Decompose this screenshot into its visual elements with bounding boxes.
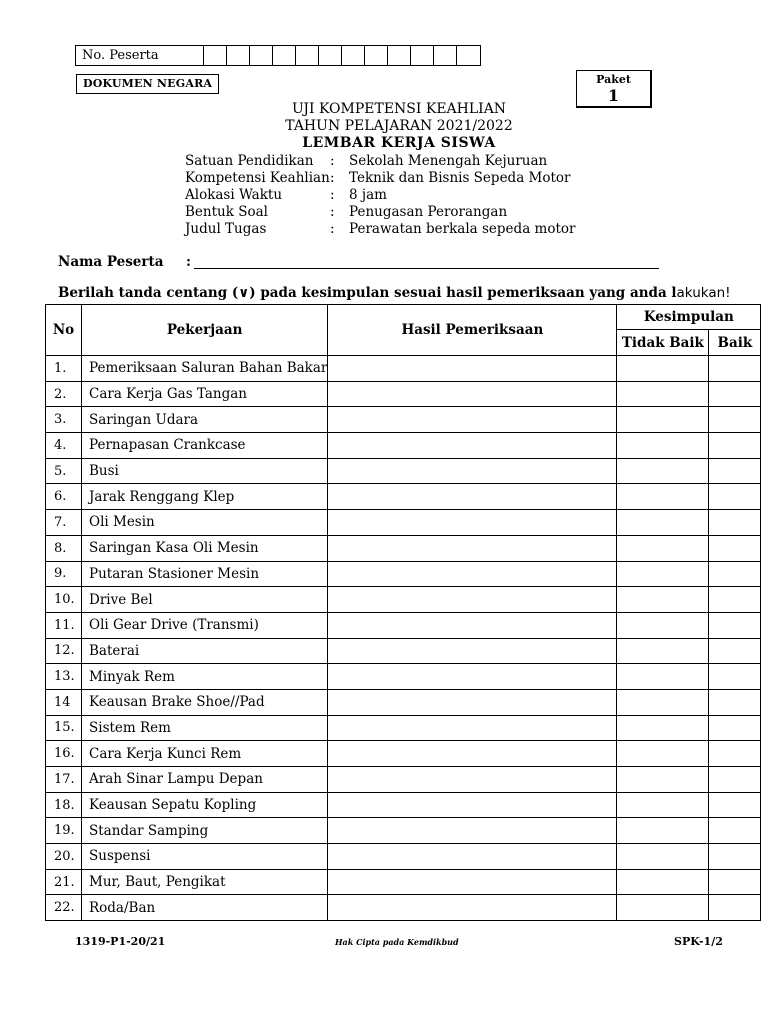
no-peserta-cell[interactable] — [296, 46, 319, 65]
info-value: Sekolah Menengah Kejuruan — [349, 153, 548, 169]
table-row — [46, 561, 761, 587]
row-baik-check[interactable] — [709, 561, 761, 587]
header-kesimpulan: Kesimpulan — [617, 305, 761, 330]
row-pekerjaan: Mur, Baut, Pengikat — [82, 869, 328, 895]
table-row — [46, 818, 761, 844]
table-row — [46, 433, 761, 459]
row-number: 17. — [46, 767, 82, 793]
row-baik-check[interactable] — [709, 458, 761, 484]
row-tidak-baik-check[interactable] — [617, 356, 709, 382]
table-row — [46, 767, 761, 793]
info-key: Judul Tugas — [185, 221, 267, 237]
row-pekerjaan: Pemeriksaan Saluran Bahan Bakar — [82, 356, 328, 382]
row-pekerjaan: Oli Gear Drive (Transmi) — [82, 612, 328, 638]
row-hasil-input[interactable] — [328, 561, 617, 587]
nama-peserta-line[interactable] — [194, 268, 659, 269]
row-number: 13. — [46, 664, 82, 690]
nama-peserta-label: Nama Peserta — [58, 254, 164, 270]
nama-peserta-colon: : — [186, 254, 191, 270]
footer-copyright: Hak Cipta pada Kemdikbud — [335, 937, 459, 947]
footer-page: SPK-1/2 — [674, 935, 723, 948]
row-pekerjaan: Arah Sinar Lampu Depan — [82, 767, 328, 793]
row-tidak-baik-check[interactable] — [617, 818, 709, 844]
row-number: 5. — [46, 458, 82, 484]
row-number: 14 — [46, 689, 82, 715]
row-baik-check[interactable] — [709, 356, 761, 382]
no-peserta-cell[interactable] — [204, 46, 227, 65]
row-hasil-input[interactable] — [328, 407, 617, 433]
table-row — [46, 844, 761, 870]
row-number: 19. — [46, 818, 82, 844]
row-number: 8. — [46, 535, 82, 561]
row-pekerjaan: Sistem Rem — [82, 715, 328, 741]
info-value: Penugasan Perorangan — [349, 204, 508, 220]
table-row — [46, 895, 761, 921]
no-peserta-box — [75, 45, 481, 66]
row-baik-check[interactable] — [709, 407, 761, 433]
row-tidak-baik-check[interactable] — [617, 484, 709, 510]
row-pekerjaan: Suspensi — [82, 844, 328, 870]
no-peserta-cell[interactable] — [457, 46, 480, 65]
dokumen-negara-label: DOKUMEN NEGARA — [76, 74, 219, 94]
info-key: Bentuk Soal — [185, 204, 268, 220]
table-row — [46, 638, 761, 664]
row-pekerjaan: Cara Kerja Gas Tangan — [82, 381, 328, 407]
row-baik-check[interactable] — [709, 510, 761, 536]
no-peserta-cell[interactable] — [342, 46, 365, 65]
info-colon: : — [330, 153, 335, 169]
row-tidak-baik-check[interactable] — [617, 612, 709, 638]
table-row — [46, 612, 761, 638]
row-pekerjaan: Keausan Sepatu Kopling — [82, 792, 328, 818]
row-baik-check[interactable] — [709, 612, 761, 638]
header-tidak-baik: Tidak Baik — [617, 330, 709, 356]
no-peserta-cell[interactable] — [388, 46, 411, 65]
instruction-tail: akukan! — [676, 285, 731, 301]
title-line-2: TAHUN PELAJARAN 2021/2022 — [285, 118, 513, 134]
row-number: 16. — [46, 741, 82, 767]
row-tidak-baik-check[interactable] — [617, 715, 709, 741]
row-hasil-input[interactable] — [328, 741, 617, 767]
row-number: 4. — [46, 433, 82, 459]
row-pekerjaan: Roda/Ban — [82, 895, 328, 921]
no-peserta-cell[interactable] — [227, 46, 250, 65]
row-baik-check[interactable] — [709, 715, 761, 741]
info-value: Teknik dan Bisnis Sepeda Motor — [349, 170, 571, 186]
row-hasil-input[interactable] — [328, 484, 617, 510]
paket-number: 1 — [607, 86, 620, 105]
row-hasil-input[interactable] — [328, 510, 617, 536]
row-hasil-input[interactable] — [328, 792, 617, 818]
info-key: Kompetensi Keahlian — [185, 170, 330, 186]
row-hasil-input[interactable] — [328, 895, 617, 921]
row-baik-check[interactable] — [709, 381, 761, 407]
title-line-1: UJI KOMPETENSI KEAHLIAN — [291, 101, 507, 117]
row-baik-check[interactable] — [709, 587, 761, 613]
row-baik-check[interactable] — [709, 741, 761, 767]
row-tidak-baik-check[interactable] — [617, 741, 709, 767]
row-pekerjaan: Minyak Rem — [82, 664, 328, 690]
row-tidak-baik-check[interactable] — [617, 689, 709, 715]
table-row — [46, 535, 761, 561]
row-tidak-baik-check[interactable] — [617, 895, 709, 921]
row-pekerjaan: Baterai — [82, 638, 328, 664]
row-hasil-input[interactable] — [328, 869, 617, 895]
info-colon: : — [330, 221, 335, 237]
info-value: 8 jam — [349, 187, 387, 203]
row-baik-check[interactable] — [709, 638, 761, 664]
row-pekerjaan: Saringan Kasa Oli Mesin — [82, 535, 328, 561]
paket-label: Paket — [596, 73, 631, 86]
table-row — [46, 458, 761, 484]
row-number: 15. — [46, 715, 82, 741]
row-pekerjaan: Pernapasan Crankcase — [82, 433, 328, 459]
row-number: 7. — [46, 510, 82, 536]
header-no: No — [46, 305, 82, 356]
row-hasil-input[interactable] — [328, 767, 617, 793]
info-colon: : — [330, 204, 335, 220]
row-baik-check[interactable] — [709, 818, 761, 844]
row-number: 10. — [46, 587, 82, 613]
info-colon: : — [330, 170, 335, 186]
row-pekerjaan: Standar Samping — [82, 818, 328, 844]
table-row — [46, 664, 761, 690]
row-baik-check[interactable] — [709, 844, 761, 870]
row-hasil-input[interactable] — [328, 356, 617, 382]
row-hasil-input[interactable] — [328, 638, 617, 664]
row-tidak-baik-check[interactable] — [617, 381, 709, 407]
row-pekerjaan: Jarak Renggang Klep — [82, 484, 328, 510]
row-tidak-baik-check[interactable] — [617, 561, 709, 587]
info-value: Perawatan berkala sepeda motor — [349, 221, 576, 237]
header-pekerjaan: Pekerjaan — [82, 305, 328, 356]
row-tidak-baik-check[interactable] — [617, 535, 709, 561]
row-pekerjaan: Putaran Stasioner Mesin — [82, 561, 328, 587]
row-number: 12. — [46, 638, 82, 664]
table-row — [46, 689, 761, 715]
table-row — [46, 356, 761, 382]
table-row — [46, 407, 761, 433]
row-tidak-baik-check[interactable] — [617, 407, 709, 433]
row-number: 11. — [46, 612, 82, 638]
table-row — [46, 587, 761, 613]
row-number: 9. — [46, 561, 82, 587]
no-peserta-cell[interactable] — [365, 46, 388, 65]
no-peserta-label: No. Peserta — [76, 46, 204, 65]
row-pekerjaan: Saringan Udara — [82, 407, 328, 433]
row-number: 1. — [46, 356, 82, 382]
row-pekerjaan: Oli Mesin — [82, 510, 328, 536]
table-row — [46, 715, 761, 741]
row-baik-check[interactable] — [709, 895, 761, 921]
row-tidak-baik-check[interactable] — [617, 792, 709, 818]
row-tidak-baik-check[interactable] — [617, 664, 709, 690]
row-hasil-input[interactable] — [328, 715, 617, 741]
row-tidak-baik-check[interactable] — [617, 869, 709, 895]
row-pekerjaan: Busi — [82, 458, 328, 484]
row-hasil-input[interactable] — [328, 535, 617, 561]
row-hasil-input[interactable] — [328, 818, 617, 844]
row-number: 3. — [46, 407, 82, 433]
row-hasil-input[interactable] — [328, 844, 617, 870]
row-hasil-input[interactable] — [328, 433, 617, 459]
instruction-main: Berilah tanda centang (∨) pada kesimpulan sesuai hasil pemeriksaan yang anda l — [58, 285, 677, 301]
no-peserta-cell[interactable] — [411, 46, 434, 65]
info-key: Satuan Pendidikan — [185, 153, 314, 169]
row-pekerjaan: Drive Bel — [82, 587, 328, 613]
row-tidak-baik-check[interactable] — [617, 844, 709, 870]
row-hasil-input[interactable] — [328, 689, 617, 715]
row-baik-check[interactable] — [709, 535, 761, 561]
row-tidak-baik-check[interactable] — [617, 510, 709, 536]
row-tidak-baik-check[interactable] — [617, 458, 709, 484]
title-line-3: LEMBAR KERJA SISWA — [302, 135, 496, 151]
table-body — [46, 356, 761, 921]
row-pekerjaan: Cara Kerja Kunci Rem — [82, 741, 328, 767]
row-number: 20. — [46, 844, 82, 870]
no-peserta-cell[interactable] — [250, 46, 273, 65]
row-hasil-input[interactable] — [328, 664, 617, 690]
row-baik-check[interactable] — [709, 869, 761, 895]
header-hasil: Hasil Pemeriksaan — [328, 305, 617, 356]
row-baik-check[interactable] — [709, 767, 761, 793]
row-pekerjaan: Keausan Brake Shoe//Pad — [82, 689, 328, 715]
row-hasil-input[interactable] — [328, 458, 617, 484]
info-key: Alokasi Waktu — [185, 187, 283, 203]
header-baik: Baik — [709, 330, 761, 356]
row-number: 18. — [46, 792, 82, 818]
table-row — [46, 381, 761, 407]
no-peserta-cell[interactable] — [273, 46, 296, 65]
row-tidak-baik-check[interactable] — [617, 587, 709, 613]
table-row — [46, 869, 761, 895]
row-baik-check[interactable] — [709, 433, 761, 459]
row-hasil-input[interactable] — [328, 381, 617, 407]
row-tidak-baik-check[interactable] — [617, 767, 709, 793]
row-hasil-input[interactable] — [328, 612, 617, 638]
row-baik-check[interactable] — [709, 689, 761, 715]
row-baik-check[interactable] — [709, 484, 761, 510]
check-table — [45, 304, 761, 921]
table-row — [46, 792, 761, 818]
table-row — [46, 484, 761, 510]
table-row — [46, 510, 761, 536]
row-number: 6. — [46, 484, 82, 510]
info-colon: : — [330, 187, 335, 203]
no-peserta-cell[interactable] — [319, 46, 342, 65]
row-baik-check[interactable] — [709, 792, 761, 818]
no-peserta-cell[interactable] — [434, 46, 457, 65]
footer-code: 1319-P1-20/21 — [75, 935, 166, 948]
table-row — [46, 741, 761, 767]
row-hasil-input[interactable] — [328, 587, 617, 613]
row-tidak-baik-check[interactable] — [617, 638, 709, 664]
row-number: 22. — [46, 895, 82, 921]
row-number: 2. — [46, 381, 82, 407]
instruction-text — [58, 285, 731, 301]
row-number: 21. — [46, 869, 82, 895]
row-tidak-baik-check[interactable] — [617, 433, 709, 459]
row-baik-check[interactable] — [709, 664, 761, 690]
